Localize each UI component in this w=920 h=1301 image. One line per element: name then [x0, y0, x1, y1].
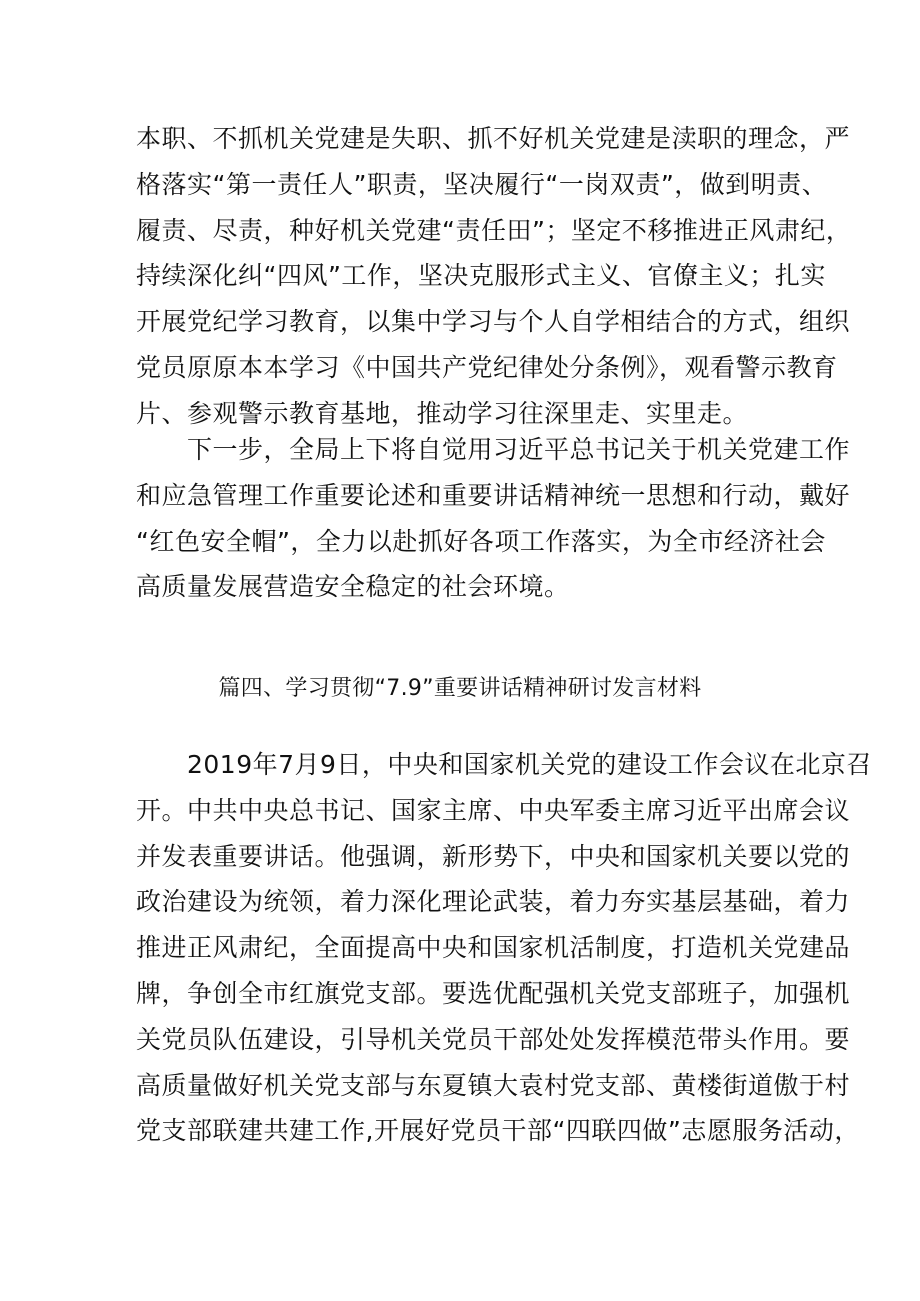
text-line: 党支部联建共建工作,开展好党员干部“四联四做”志愿服务活动， — [136, 1116, 860, 1146]
text-line: 推进正风肃纪，全面提高中央和国家机活制度，打造机关党建品 — [136, 933, 851, 963]
text-line: 履责、尽责，种好机关党建“责任田”；坚定不移推进正风肃纪， — [136, 215, 852, 245]
body-paragraph-2 — [136, 427, 851, 610]
text-line: 片、参观警示教育基地，推动学习往深里走、实里走。 — [136, 398, 749, 428]
text-line: 和应急管理工作重要论述和重要讲话精神统一思想和行动，戴好 — [136, 480, 851, 510]
text-line: 高质量发展营造安全稳定的社会环境。 — [136, 572, 570, 602]
body-paragraph-3 — [136, 742, 872, 1154]
text-line: 开展党纪学习教育，以集中学习与个人自学相结合的方式，组织 — [136, 307, 851, 337]
text-line: 高质量做好机关党支部与东夏镇大袁村党支部、黄楼街道傲于村 — [136, 1070, 851, 1100]
text-line: 格落实“第一责任人”职责，坚决履行“一岗双责”，做到明责、 — [136, 169, 828, 199]
section-heading: 篇四、学习贯彻“7.9”重要讲话精神研讨发言材料 — [218, 676, 702, 701]
body-paragraph-1 — [136, 116, 852, 437]
text-line: 关党员队伍建设，引导机关党员干部处处发挥模范带头作用。要 — [136, 1024, 851, 1054]
text-line: 开。中共中央总书记、国家主席、中央军委主席习近平出席会议 — [136, 795, 851, 825]
text-line: 本职、不抓机关党建是失职、抓不好机关党建是渎职的理念，严 — [136, 124, 851, 153]
text-line: “红色安全帽”，全力以赴抓好各项工作落实，为全市经济社会 — [136, 526, 826, 556]
text-line: 政治建设为统领，着力深化理论武装，着力夯实基层基础，着力 — [136, 887, 851, 917]
text-line: 牌，争创全市红旗党支部。要选优配强机关党支部班子，加强机 — [136, 978, 851, 1008]
text-line: 党员原原本本学习《中国共产党纪律处分条例》，观看警示教育 — [136, 352, 838, 382]
text-line: 2019年7月9日，中央和国家机关党的建设工作会议在北京召 — [136, 750, 872, 779]
text-line: 并发表重要讲话。他强调，新形势下，中央和国家机关要以党的 — [136, 841, 851, 871]
text-line: 下一步，全局上下将自觉用习近平总书记关于机关党建工作 — [136, 435, 851, 464]
text-line: 持续深化纠“四风”工作，坚决克服形式主义、官僚主义；扎实 — [136, 261, 826, 291]
